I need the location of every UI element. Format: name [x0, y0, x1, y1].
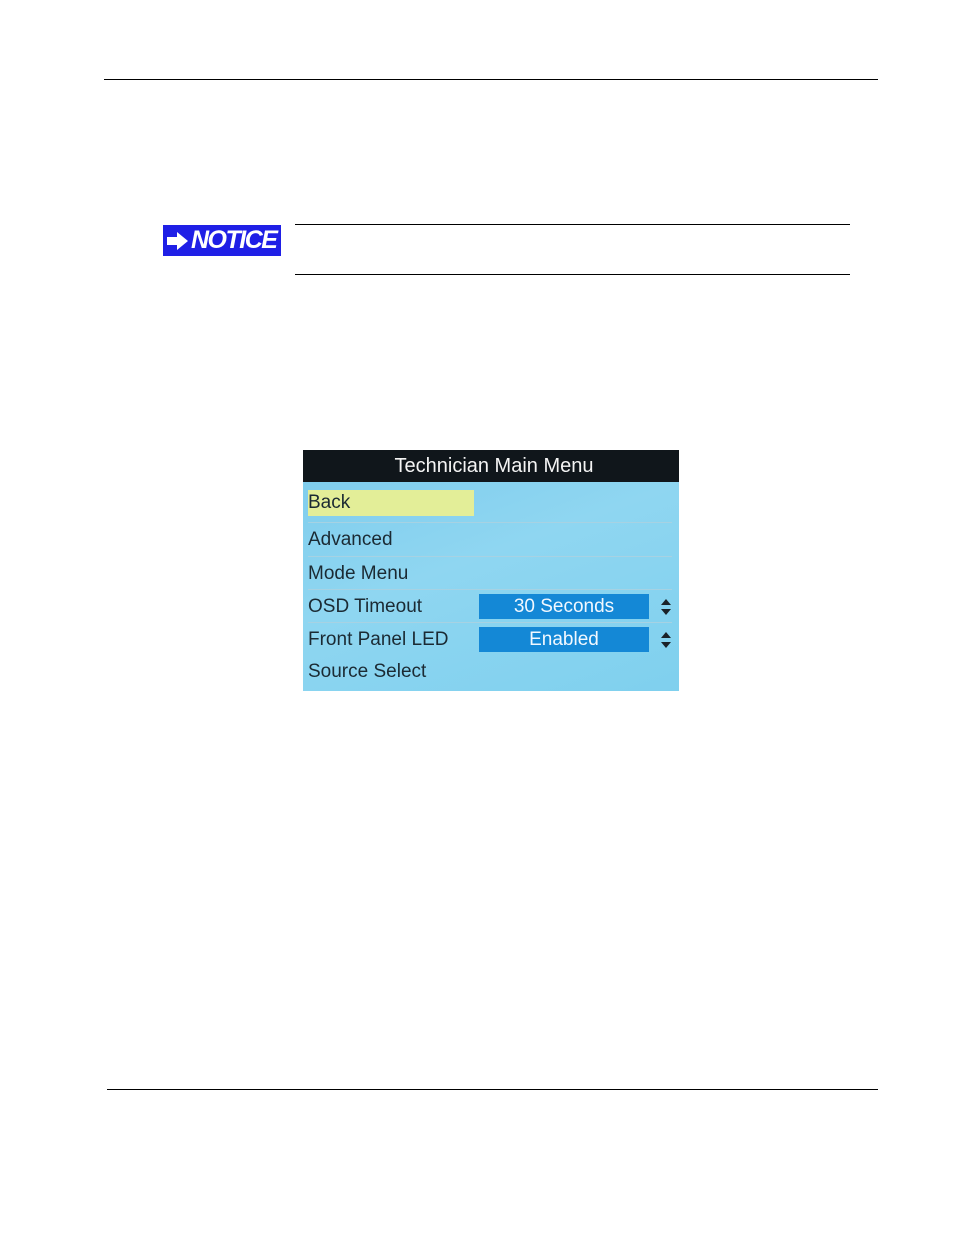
notice-label: NOTICE [191, 226, 277, 254]
menu-title: Technician Main Menu [303, 450, 679, 482]
menu-item-label: Back [308, 492, 351, 513]
up-down-arrows-icon[interactable] [660, 598, 672, 616]
header-rule [104, 79, 878, 80]
arrow-right-icon [166, 231, 190, 251]
menu-item-back[interactable] [308, 490, 474, 516]
menu-divider [308, 589, 672, 590]
menu-divider [308, 522, 672, 523]
front-panel-led-value[interactable]: Enabled [479, 627, 649, 652]
menu-item-label: Advanced [308, 529, 393, 550]
menu-item-label: Source Select [308, 661, 427, 682]
menu-divider [308, 556, 672, 557]
menu-item-label: Front Panel LED [308, 629, 449, 650]
up-down-arrows-icon[interactable] [660, 631, 672, 649]
footer-rule [107, 1089, 878, 1090]
menu-item-label: OSD Timeout [308, 596, 423, 617]
menu-divider [308, 622, 672, 623]
notice-top-rule [295, 224, 850, 225]
notice-bottom-rule [295, 274, 850, 275]
menu-item-label: Mode Menu [308, 563, 409, 584]
technician-main-menu-screenshot [303, 450, 679, 691]
osd-timeout-value[interactable]: 30 Seconds [479, 594, 649, 619]
notice-badge [163, 225, 281, 256]
